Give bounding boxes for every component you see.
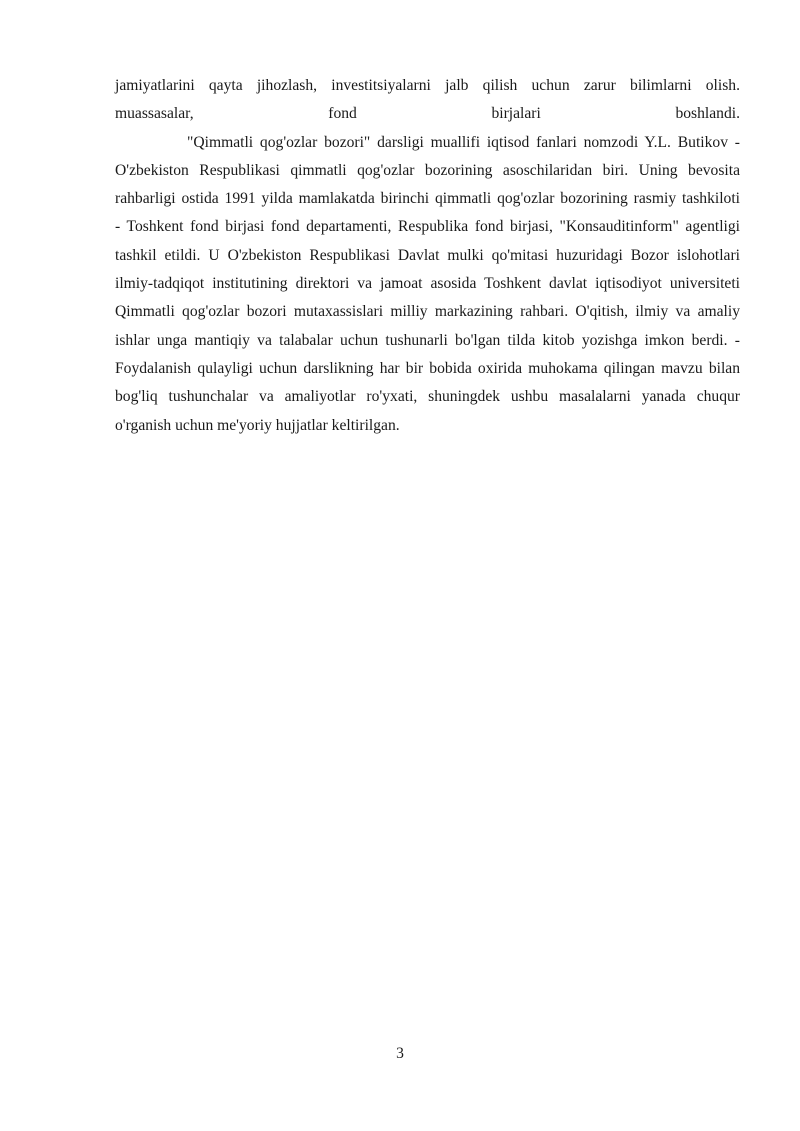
- body-text: [115, 72, 740, 440]
- text-line: - Toshkent fond birjasi fond departamenti, Respublika fond birjasi, "Konsauditinform" agentligi: [115, 218, 740, 236]
- text-line: Foydalanish qulayligi uchun darslikning har bir bobida oxirida muhokama qilingan mavzu bilan: [115, 359, 740, 377]
- text-line: bog'liq tushunchalar va amaliyotlar ro'yxati, shuningdek ushbu masalalarni yanada chuqur: [115, 388, 740, 406]
- text-line: muassasalar, fond birjalari boshlandi.: [115, 105, 740, 123]
- text-line: rahbarligi ostida 1991 yilda mamlakatda birinchi qimmatli qog'ozlar bozorining rasmiy tashkiloti: [115, 190, 740, 208]
- text-line: ilmiy-tadqiqot institutining direktori va jamoat asosida Toshkent davlat iqtisodiyot universiteti: [115, 275, 740, 293]
- text-line: Qimmatli qog'ozlar bozori mutaxassislari milliy markazining rahbari. O'qitish, ilmiy va amaliy: [115, 303, 740, 321]
- text-line-last: o'rganish uchun me'yoriy hujjatlar keltirilgan.: [115, 416, 400, 434]
- text-line: tashkil etildi. U O'zbekiston Respublikasi Davlat mulki qo'mitasi huzuridagi Bozor islohotlari: [115, 246, 740, 264]
- text-line: ishlar unga mantiqiy va talabalar uchun tushunarli bo'lgan tilda kitob yozishga imkon berdi. -: [115, 331, 740, 349]
- paragraph-first-line: "Qimmatli qog'ozlar bozori" darsligi muallifi iqtisod fanlari nomzodi Y.L. Butikov -: [187, 133, 740, 151]
- page-number: 3: [396, 1045, 404, 1062]
- text-line: jamiyatlarini qayta jihozlash, investitsiyalarni jalb qilish uchun zarur bilimlarni olish.: [115, 77, 740, 94]
- text-line: O'zbekiston Respublikasi qimmatli qog'ozlar bozorining asoschilaridan biri. Uning bevosita: [115, 161, 740, 179]
